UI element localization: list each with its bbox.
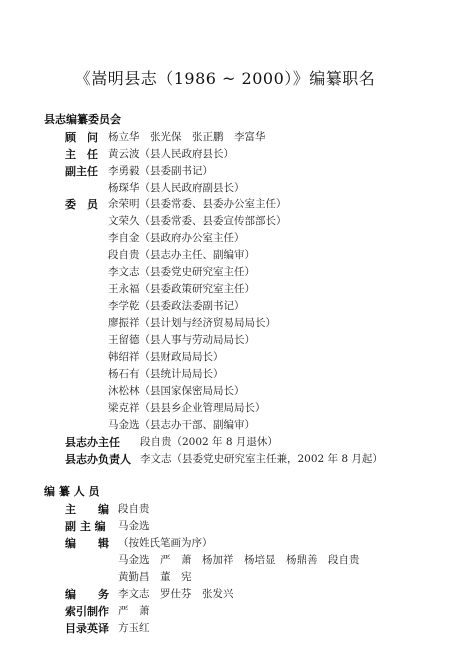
index-value: 严 萧 [118,605,150,617]
member-line: 余荣明（县委常委、县委办公室主任） [108,198,287,210]
director-label: 主 任 [65,148,98,161]
member-line: 马金选（县志办干部、副编审） [108,419,255,431]
members-label: 委 员 [65,198,98,211]
chief-editor-value: 段自贵 [118,503,150,515]
office-director-value: 段自贵（2002 年 8 月退休） [140,436,278,448]
member-line: 李学乾（县委政法委副书记） [108,300,245,312]
member-line: 王留德（县人事与劳动局局长） [108,334,255,346]
member-line: 段自贵（县志办主任、副编审） [108,249,255,261]
index-label: 索引制作 [65,605,109,618]
member-line: 文荣久（县委常委、县委宣传部部长） [108,215,287,227]
deputy-director-1: 李勇毅（县委副书记） [108,165,213,177]
translation-label: 目录英译 [65,622,109,635]
member-line: 王永福（县委政策研究室主任） [108,283,255,295]
committee-heading: 县志编纂委员会 [44,113,121,126]
member-line: 沐松林（县国家保密局局长） [108,385,245,397]
chief-editor-label: 主 编 [65,503,109,516]
page-title: 《嵩明县志（1986 ~ 2000）》编纂职名 [74,69,376,88]
member-line: 李文志（县委党史研究室主任） [108,266,255,278]
member-line: 韩绍祥（县财政局局长） [108,351,224,363]
affairs-value: 李文志 罗仕芬 张发兴 [118,588,234,600]
office-director-label: 县志办主任 [65,436,120,449]
member-line: 李自金（县政府办公室主任） [108,232,245,244]
editors-line-2: 黄勤昌 董 宪 [118,571,192,583]
member-line: 廖振祥（县计划与经济贸易局局长） [108,317,276,329]
office-head-value: 李文志（县委党史研究室主任兼，2002 年 8 月起） [140,453,383,465]
advisor-label: 顾 问 [65,131,98,144]
translation-value: 方玉红 [118,622,150,634]
member-line: 梁克祥（县县乡企业管理局局长） [108,402,266,414]
editors-note: （按姓氏笔画为序） [118,537,213,549]
member-line: 杨石有（县统计局局长） [108,368,224,380]
office-head-label: 县志办负责人 [65,453,131,466]
advisor-value: 杨立华 张光保 张正鹏 李富华 [108,131,266,143]
affairs-label: 编 务 [65,588,109,601]
deputy-director-label: 副主任 [65,165,98,178]
deputy-director-2: 杨琛华（县人民政府副县长） [108,182,245,194]
editors-line-1: 马金选 严 萧 杨加祥 杨培显 杨鼎善 段自贵 [118,554,360,566]
deputy-editor-value: 马金选 [118,520,150,532]
staff-heading: 编 纂 人 员 [44,485,100,498]
deputy-editor-label: 副 主 编 [65,520,106,533]
editors-label: 编 辑 [65,537,109,550]
director-value: 黄云波（县人民政府县长） [108,148,234,160]
